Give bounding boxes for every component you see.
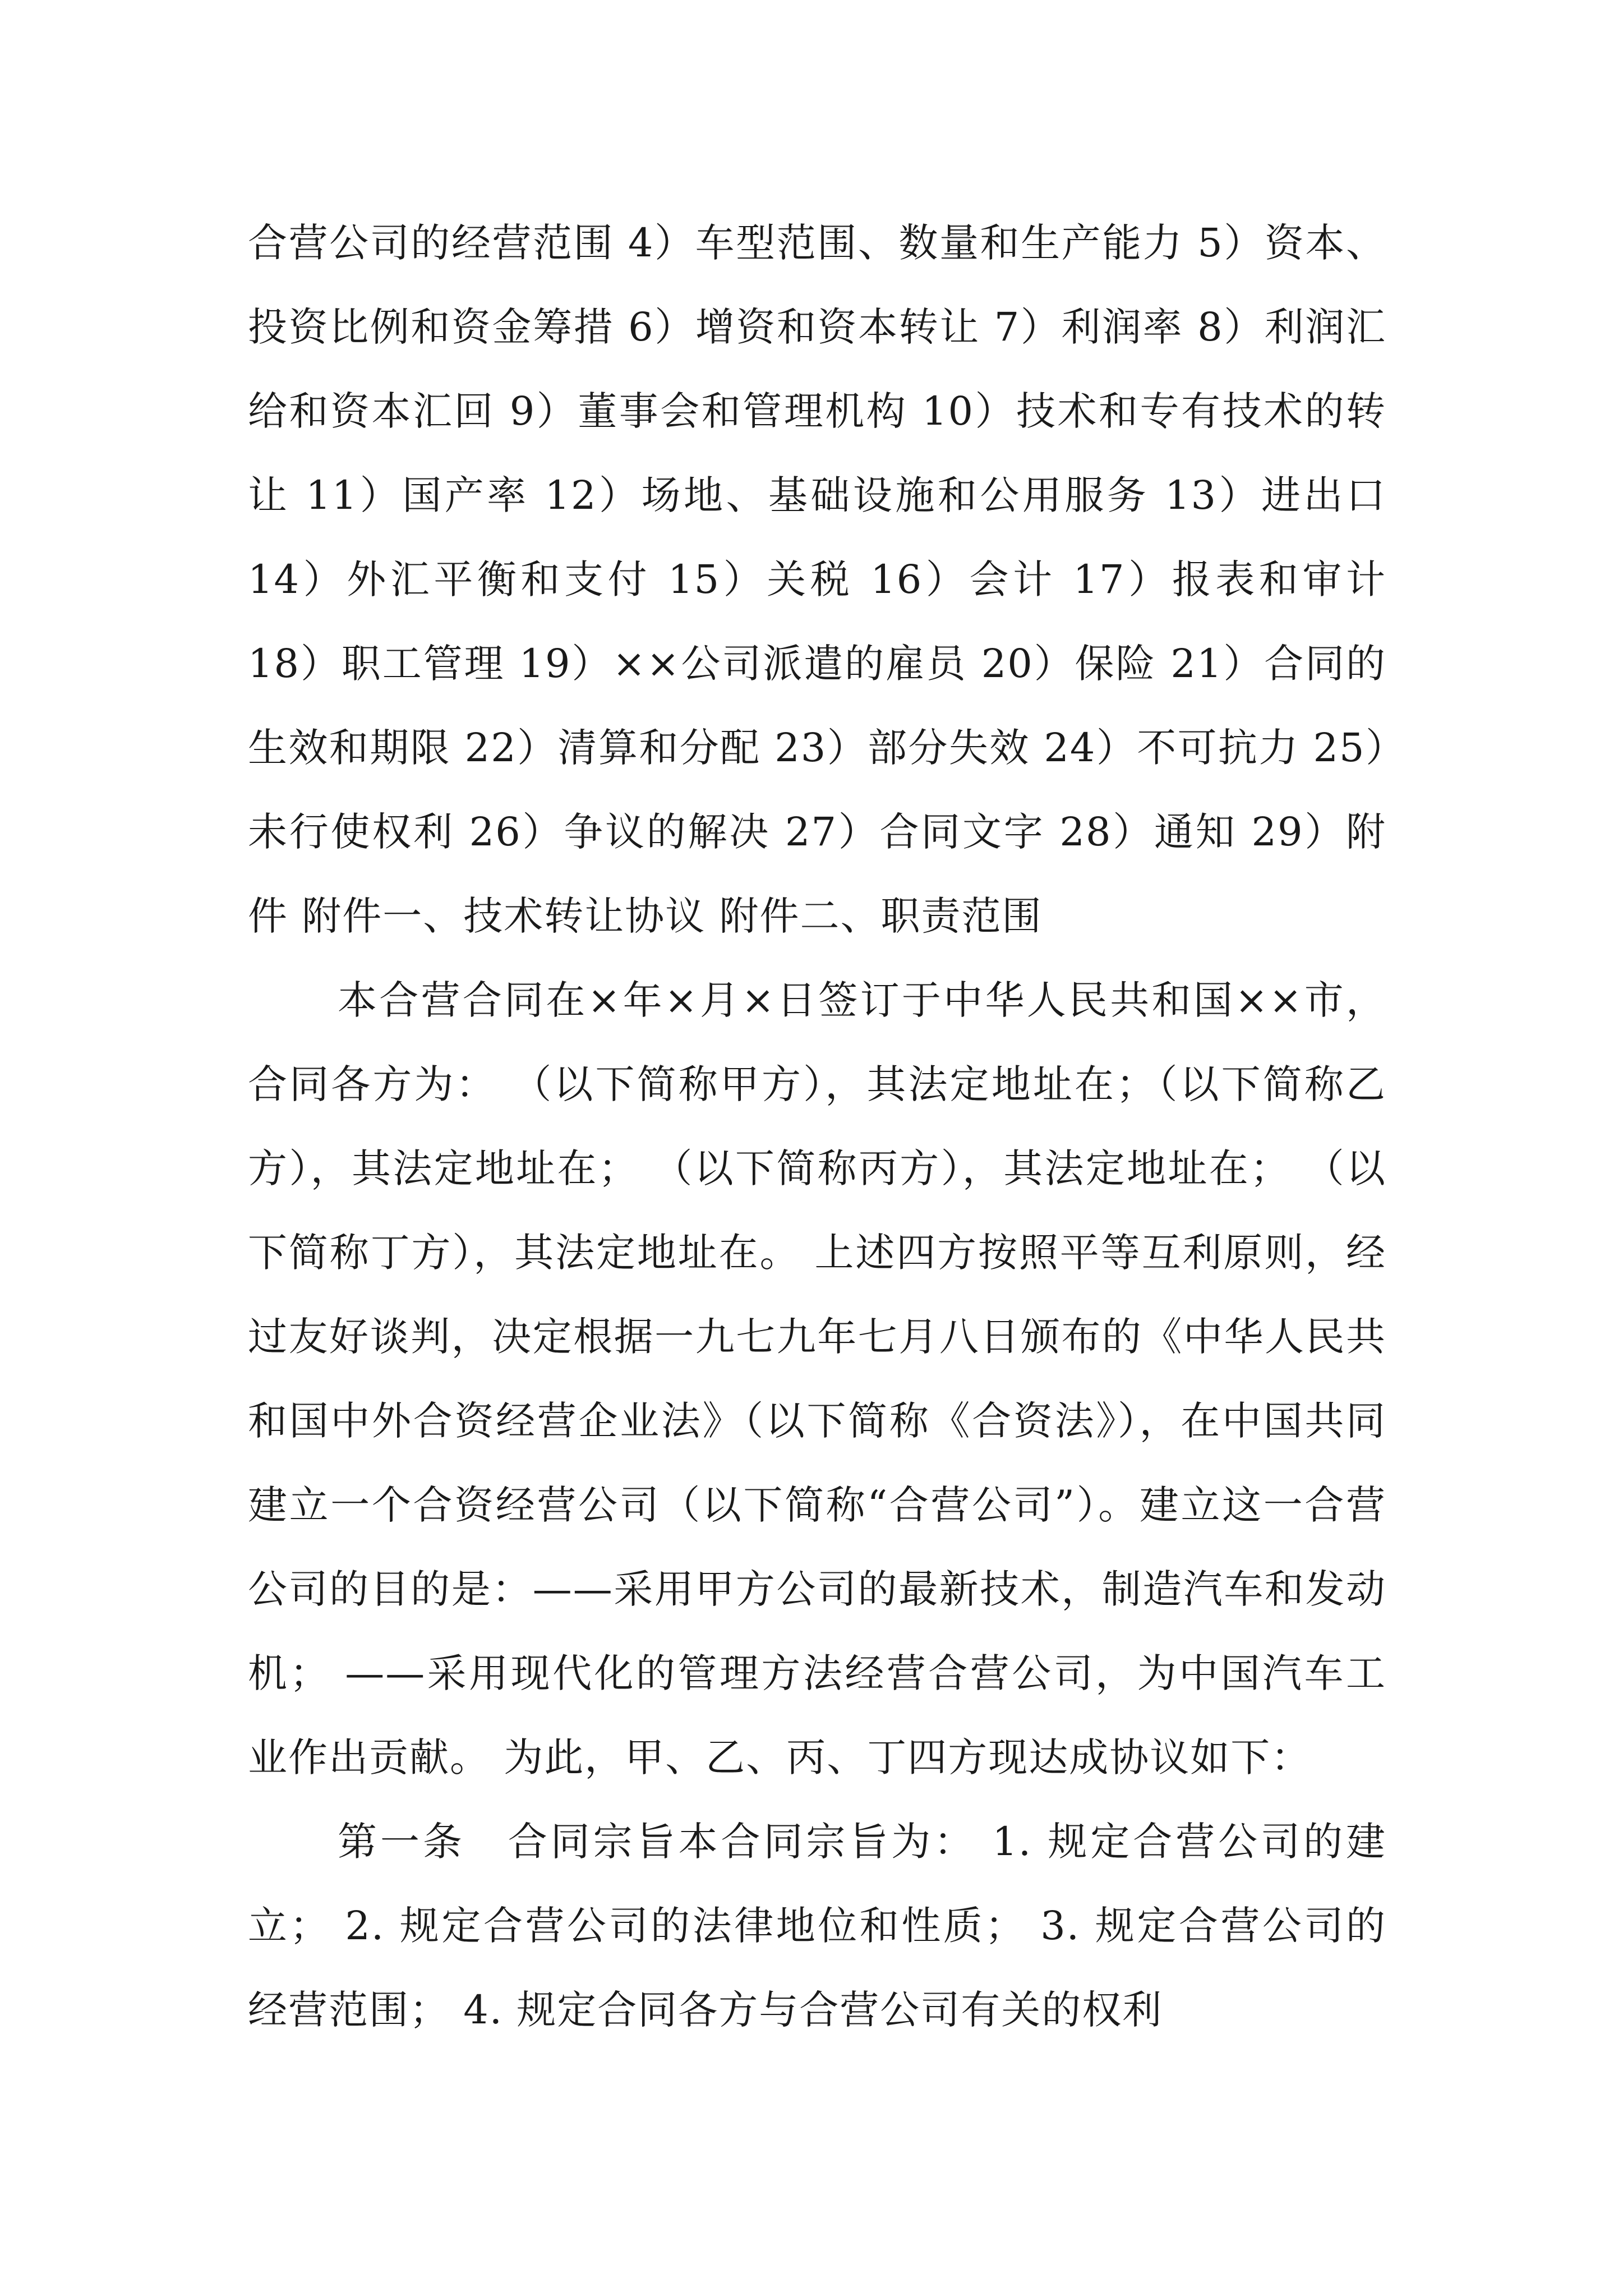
preamble-paragraph: 本合营合同在×年×月×日签订于中华人民共和国××市，合同各方为： （以下简称甲方），其法定地址在；（以下简称乙方），其法定地址在； （以下简称丙方），其法定地址在； （以下简称丁方），其法定地址在。 上述四方按照平等互利原则，经过友好谈判，决定根据一九七九年七月八日颁布的《中华人民共和国中外合资经营企业法》（以下简称《合资法》），在中国共同建立一个合资经营公司（以下简称“合营公司”）。建立这一合营公司的目的是：——采用甲方公司的最新技术，制造汽车和发动机； ——采用现代化的管理方法经营合营公司，为中国汽车工业作出贡献。 为此，甲、乙、丙、丁四方现达成协议如下： bbox=[248, 977, 1386, 1780]
toc-paragraph: 合营公司的经营范围 4）车型范围、数量和生产能力 5）资本、投资比例和资金筹措 6）增资和资本转让 7）利润率 8）利润汇给和资本汇回 9）董事会和管理机构 10）技术和专有技术的转让 11）国产率 12）场地、基础设施和公用服务 13）进出口 14）外汇平衡和支付 15）关税 16）会计 17）报表和审计 18）职工管理 19）××公司派遣的雇员 20）保险 21）合同的生效和期限 22）清算和分配 23）部分失效 24）不可抗力 25）未行使权利 26）争议的解决 27）合同文字 28）通知 29）附件 附件一、技术转让协议 附件二、职责范围 bbox=[248, 220, 1386, 939]
article-1-paragraph-block bbox=[248, 1800, 1386, 2052]
preamble-paragraph-block bbox=[248, 958, 1386, 1800]
toc-paragraph-block bbox=[248, 201, 1386, 958]
article-1-paragraph: 第一条 合同宗旨本合同宗旨为： 1. 规定合营公司的建立； 2. 规定合营公司的法律地位和性质； 3. 规定合营公司的经营范围； 4. 规定合同各方与合营公司有关的权利 bbox=[248, 1819, 1386, 2033]
